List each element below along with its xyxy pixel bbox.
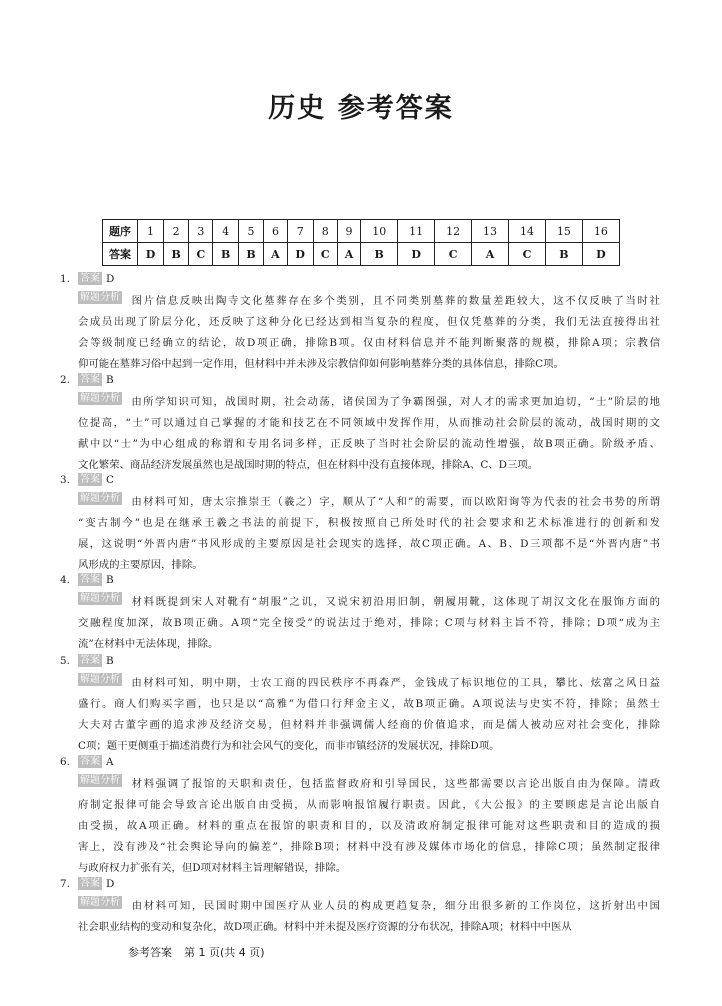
question-number: 2.: [60, 374, 70, 386]
answer-value: B: [106, 374, 114, 386]
analysis-line: [78, 694, 660, 715]
table-question-number: 7: [287, 220, 313, 243]
analysis-line: [78, 555, 660, 576]
analysis-line: [78, 774, 660, 795]
question-number: 4.: [60, 574, 70, 586]
analysis-text: “变古制今”也是在继承王羲之书法的前提下，积极按照自己所处时代的社会要求和艺术标准进行的创新和发: [78, 517, 660, 529]
analysis-text: 风形成的主要原因，排除。: [78, 559, 203, 571]
table-question-number: 9: [337, 220, 361, 243]
page-title: 历史 参考答案: [268, 93, 454, 124]
analysis-text: 由受损，故A项正确。材料的重点在报馆的职责和目的，以及清政府制定报律可能对这些职责和目的造成的损: [78, 820, 660, 832]
answer-tag: 答案: [80, 374, 100, 385]
analysis-line: [78, 592, 660, 613]
analysis-line: [78, 795, 660, 816]
analysis-line: [78, 613, 660, 634]
answer-value: C: [106, 474, 114, 486]
analysis-text: 大夫对古董字画的追求涉及经济交易，但材料并非强调儒人经商的价值追求，而是儒人被动应对社会变化，排除: [78, 719, 660, 731]
table-answer-cell: A: [264, 243, 288, 266]
table-question-number: 6: [264, 220, 288, 243]
analysis-tag: 解题分析: [80, 292, 120, 303]
analysis-line: [78, 392, 660, 413]
answer-line: [60, 654, 114, 668]
table-answer-cell: B: [361, 243, 398, 266]
table-answer-cell: D: [398, 243, 435, 266]
analysis-paragraph: [78, 673, 660, 757]
answer-tag: 答案: [80, 655, 100, 666]
table-question-number: 10: [361, 220, 398, 243]
analysis-text: 会等级制度已经确立的结论，故D项正确，排除B项。仅由材料信息并不能判断聚落的规模，排除A项；宗教信: [78, 337, 660, 349]
analysis-text: 会成员出现了阶层分化，还反映了这种分化已经达到相当复杂的程度，但仅凭墓葬的分类，我们无法直接得出社: [78, 316, 660, 328]
analysis-tag: 解题分析: [80, 493, 120, 504]
analysis-tag: 解题分析: [80, 674, 120, 685]
table-answer-cell: C: [508, 243, 545, 266]
analysis-line: [78, 333, 660, 354]
page-footer: [128, 944, 265, 960]
question-number: 1.: [60, 273, 70, 285]
analysis-text: 社会职业结构的变动和复杂化，故D项正确。材料中并未提及医疗资源的分布状况，排除A项；材料中中医从: [78, 921, 572, 933]
analysis-paragraph: [78, 592, 660, 655]
analysis-line: [78, 413, 660, 434]
answer-value: B: [106, 574, 114, 586]
table-question-number: 2: [163, 220, 188, 243]
analysis-line: [78, 736, 660, 757]
table-question-number: 4: [213, 220, 238, 243]
analysis-text: C项；题干更侧重于描述消费行为和社会风气的变化，而非市镇经济的发展状况，排除D项。: [78, 740, 500, 752]
table-question-number: 14: [508, 220, 545, 243]
analysis-paragraph: [78, 392, 660, 476]
analysis-text: 盛行。商人们购买字画，也只是以“高雅”为借口行拜金主义，故B项正确。A项说法与史实不符，排除；虽然士: [78, 698, 660, 710]
answer-line: [60, 877, 114, 891]
answer-line: [60, 272, 114, 286]
analysis-line: [78, 896, 660, 917]
analysis-tag: 解题分析: [80, 393, 120, 404]
page-number: 第 1 页(共 4 页): [184, 946, 265, 959]
answer-tag: 答案: [80, 474, 100, 485]
analysis-line: [78, 837, 660, 858]
table-question-number: 11: [398, 220, 435, 243]
analysis-text: 材料强调了报馆的天职和责任，包括监督政府和引导国民，这些都需要以言论出版自由为保障。清政: [130, 778, 660, 790]
analysis-line: [78, 858, 660, 879]
analysis-text: 展，这说明“外晋内唐”书风形成的主要原因是社会现实的选择，故C项正确。A、B、D三项都不是“外晋内唐”书: [78, 538, 660, 550]
table-question-number: 3: [189, 220, 213, 243]
table-answer-cell: A: [337, 243, 361, 266]
analysis-line: [78, 455, 660, 476]
analysis-text: 由材料可知，明中期，士农工商的四民秩序不再森严，金钱成了标识地位的工具，攀比、炫富之风日益: [130, 677, 660, 689]
table-question-number: 16: [582, 220, 619, 243]
answer-value: B: [106, 655, 114, 667]
analysis-paragraph: [78, 774, 660, 879]
answer-table-answer-row: [103, 243, 620, 266]
table-header-label: 题序: [103, 220, 138, 243]
analysis-line: [78, 917, 660, 938]
table-answer-cell: B: [238, 243, 263, 266]
question-number: 3.: [60, 474, 70, 486]
question-number: 6.: [60, 756, 70, 768]
analysis-line: [78, 492, 660, 513]
analysis-text: 由所学知识可知，战国时期，社会动荡，诸侯国为了争霸图强，对人才的需求更加迫切，“士”阶层的地: [130, 396, 660, 408]
analysis-line: [78, 513, 660, 534]
analysis-text: 文化繁荣、商品经济发展虽然也是战国时期的特点，但在材料中没有直接体现，排除A、C、D三项。: [78, 459, 539, 471]
table-answer-cell: A: [472, 243, 509, 266]
table-answer-cell: C: [189, 243, 213, 266]
answer-value: D: [106, 273, 115, 285]
analysis-text: 由材料可知，民国时期中国医疗从业人员的构成更趋复杂，细分出很多新的工作岗位，这折射出中国: [130, 900, 660, 912]
analysis-text: 害上，没有涉及“社会舆论导向的偏差”，排除B项；材料中没有涉及媒体市场化的信息，排除C项；虽然制定报律: [78, 841, 660, 853]
table-question-number: 12: [435, 220, 472, 243]
table-answer-cell: D: [287, 243, 313, 266]
analysis-line: [78, 715, 660, 736]
analysis-line: [78, 291, 660, 312]
analysis-line: [78, 434, 660, 455]
answer-tag: 答案: [80, 273, 100, 284]
analysis-line: [78, 816, 660, 837]
table-answer-cell: B: [213, 243, 238, 266]
footer-label: 参考答案: [128, 946, 172, 959]
analysis-line: [78, 354, 660, 375]
analysis-line: [78, 673, 660, 694]
question-number: 7.: [60, 878, 70, 890]
analysis-paragraph: [78, 896, 660, 938]
question-number: 5.: [60, 655, 70, 667]
analysis-text: 仰可能在墓葬习俗中起到一定作用，但材料中并未涉及宗教信仰如何影响墓葬分类的具体信息，排除C项。: [78, 358, 564, 370]
answer-value: D: [106, 878, 115, 890]
answer-line: [60, 473, 114, 487]
answer-tag: 答案: [80, 574, 100, 585]
table-question-number: 13: [472, 220, 509, 243]
analysis-text: 图片信息反映出陶寺文化墓葬存在多个类别，且不同类别墓葬的数量差距较大，这不仅反映了当时社: [130, 295, 660, 307]
analysis-text: 交融程度加深，故B项正确。A项“完全接受”的说法过于绝对，排除；C项与材料主旨不符，排除；D项“成为主: [78, 617, 660, 629]
table-answer-label: 答案: [103, 243, 138, 266]
table-question-number: 5: [238, 220, 263, 243]
table-answer-cell: C: [435, 243, 472, 266]
table-answer-cell: D: [138, 243, 164, 266]
answer-line: [60, 373, 114, 387]
analysis-line: [78, 312, 660, 333]
analysis-text: 流”在材料中无法体现，排除。: [78, 638, 219, 650]
table-answer-cell: D: [582, 243, 619, 266]
answer-table-number-row: [103, 220, 620, 243]
answer-table: [102, 219, 620, 266]
answer-line: [60, 755, 114, 769]
analysis-text: 献中以“士”为中心组成的称谓和专用名词多样，正反映了当时社会阶层的流动性增强，故B项正确。阶级矛盾、: [78, 438, 660, 450]
answer-line: [60, 573, 114, 587]
analysis-text: 府制定报律可能会导致言论出版自由受损，从而影响报馆履行职责。因此，《大公报》的主要顾虑是言论出版自: [78, 799, 660, 811]
analysis-tag: 解题分析: [80, 897, 120, 908]
table-answer-cell: B: [163, 243, 188, 266]
analysis-tag: 解题分析: [80, 775, 120, 786]
table-answer-cell: C: [313, 243, 337, 266]
analysis-line: [78, 634, 660, 655]
analysis-text: 材料既提到宋人对靴有“胡服”之讥，又说宋初沿用旧制，朝履用靴，这体现了胡汉文化在服饰方面的: [130, 596, 660, 608]
answer-tag: 答案: [80, 756, 100, 767]
answer-value: A: [106, 756, 114, 768]
table-question-number: 1: [138, 220, 164, 243]
table-question-number: 15: [545, 220, 582, 243]
analysis-text: 由材料可知，唐太宗推崇王（羲之）字，顺从了“人和”的需要，而以欧阳询等为代表的社会书势的所谓: [130, 496, 660, 508]
analysis-paragraph: [78, 291, 660, 375]
analysis-line: [78, 534, 660, 555]
analysis-text: 与政府权力扩张有关，但D项对材料主旨理解错误，排除。: [78, 862, 347, 874]
table-question-number: 8: [313, 220, 337, 243]
answer-tag: 答案: [80, 878, 100, 889]
analysis-tag: 解题分析: [80, 593, 120, 604]
analysis-paragraph: [78, 492, 660, 576]
table-answer-cell: B: [545, 243, 582, 266]
analysis-text: 位提高，“士”可以通过自己掌握的才能和技艺在不同领域中发挥作用，从而推动社会阶层的流动，战国时期的文: [78, 417, 660, 429]
